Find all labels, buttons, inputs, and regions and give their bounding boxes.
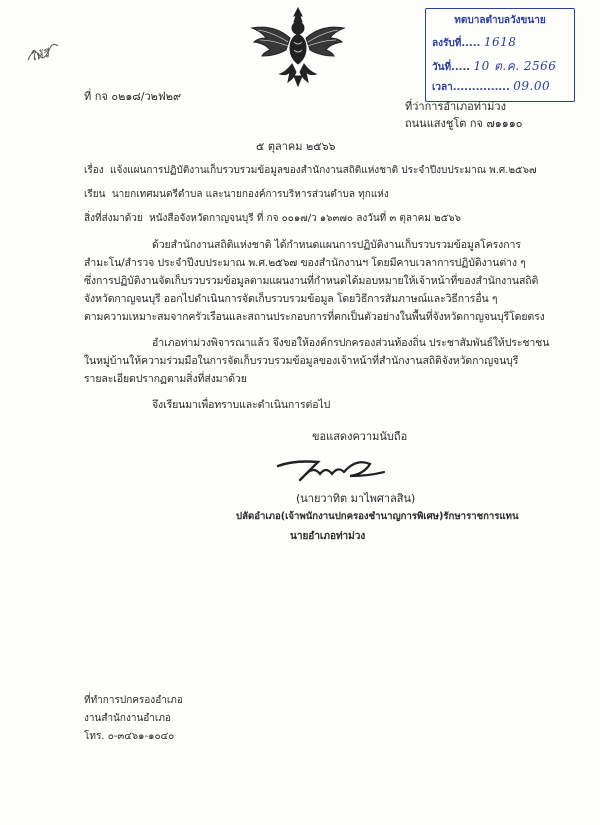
corner-handwritten-note: ให้วี [28,47,51,64]
stamp-time-value: 09.00 [513,79,551,93]
subject-label: เรื่อง [84,165,104,176]
stamp-date-row: วันที่..... 10 ต.ค. 2566 [432,59,557,73]
body-para1-line: ซึ่งการปฏิบัติงานจัดเก็บรวบรวมข้อมูลตามแผนงานที่กำหนดได้มอบหมายให้เจ้าหน้าที่ของสำนักงานสถิติ [84,275,539,287]
signatory-name: (นายวาทิต มาไพศาลสิน) [296,492,416,505]
handwritten-signature-icon [272,452,392,488]
stamp-time-label: เวลา [432,82,453,93]
recipient-text: นายกเทศมนตรีตำบล และนายกองค์การบริหารส่วนตำบล ทุกแห่ง [111,189,389,200]
corner-scribble-icon [24,38,64,68]
recipient-label: เรียน [84,189,106,200]
garuda-emblem-icon [248,6,348,88]
regards-text: ขอแสดงความนับถือ [312,430,408,443]
recipient-line [84,188,389,201]
received-stamp [425,8,575,102]
body-para2-line: รายละเอียดปรากฏตามสิ่งที่ส่งมาด้วย [84,373,247,385]
signatory-position-line2: นายอำเภอท่าม่วง [290,531,366,542]
document-date: ๕ ตุลาคม ๒๕๖๖ [256,140,336,153]
footer-unit: ที่ทำการปกครองอำเภอ [84,695,183,706]
subject-text: แจ้งแผนการปฏิบัติงานเก็บรวบรวมข้อมูลของสำนักงานสถิติแห่งชาติ ประจำปีงบประมาณ พ.ศ.๒๕๖๗ [110,165,537,176]
document-number: ที่ กจ ๐๒๑๘/ว๒ฟ๒๙ [84,90,182,103]
body-para1-line: ด้วยสำนักงานสถิติแห่งชาติ ได้กำหนดแผนการปฏิบัติงานเก็บรวบรวมข้อมูลโครงการ [152,239,521,251]
enclosure-text: หนังสือจังหวัดกาญจนบุรี ที่ กจ ๐๐๑๗/ว ๑๖๓๗๐ ลงวันที่ ๓ ตุลาคม ๒๕๖๖ [149,213,461,224]
signatory-position-line1: ปลัดอำเภอ(เจ้าพนักงานปกครองชำนาญการพิเศษ)รักษาราชการแทน [236,511,519,522]
stamp-receive-label: ลงรับที่ [432,38,462,49]
body-para2-line: ในหมู่บ้านให้ความร่วมมือในการจัดเก็บรวบรวมข้อมูลของเจ้าหน้าที่สำนักงานสถิติจังหวัดกาญจนบุรี [84,355,519,367]
body-para1-line: จังหวัดกาญจนบุรี ออกไปดำเนินการจัดเก็บรวบรวมข้อมูล โดยวิธีการสัมภาษณ์และวิธีการอื่น ๆ [84,293,498,305]
stamp-time-row: เวลา............... 09.00 [432,79,551,93]
stamp-receive-number: 1618 [483,35,517,49]
office-address: ถนนแสงชูโต กจ ๗๑๑๑๐ [405,117,523,130]
footer-section: งานสำนักงานอำเภอ [84,713,171,724]
body-para1-line: ตามความเหมาะสมจากครัวเรือนและสถานประกอบการที่ตกเป็นตัวอย่างในพื้นที่จังหวัดกาญจนบุรีโดยตรง [84,311,545,323]
subject-line [84,164,536,177]
closing-line: จึงเรียนมาเพื่อทราบและดำเนินการต่อไป [152,399,331,411]
enclosure-line [84,212,461,225]
body-para2-line: อำเภอท่าม่วงพิจารณาแล้ว จึงขอให้องค์กรปกครองส่วนท้องถิ่น ประชาสัมพันธ์ให้ประชาชน [152,337,550,349]
body-para1-line: สำมะโน/สำรวจ ประจำปีงบประมาณ พ.ศ.๒๕๖๗ ของสำนักงานฯ โดยมีคาบเวลาการปฏิบัติงานต่าง ๆ [84,257,526,269]
enclosure-label: สิ่งที่ส่งมาด้วย [84,213,143,224]
footer-phone: โทร. ๐-๓๔๖๑-๑๐๔๐ [84,731,175,742]
stamp-date-value: 10 ต.ค. 2566 [473,59,557,73]
issuing-office: ที่ว่าการอำเภอท่าม่วง [405,100,506,113]
stamp-date-label: วันที่ [432,62,452,73]
stamp-receive-row: ลงรับที่..... 1618 [432,35,517,49]
stamp-title: ทตบาลตำบลวังขนาย [454,15,546,26]
